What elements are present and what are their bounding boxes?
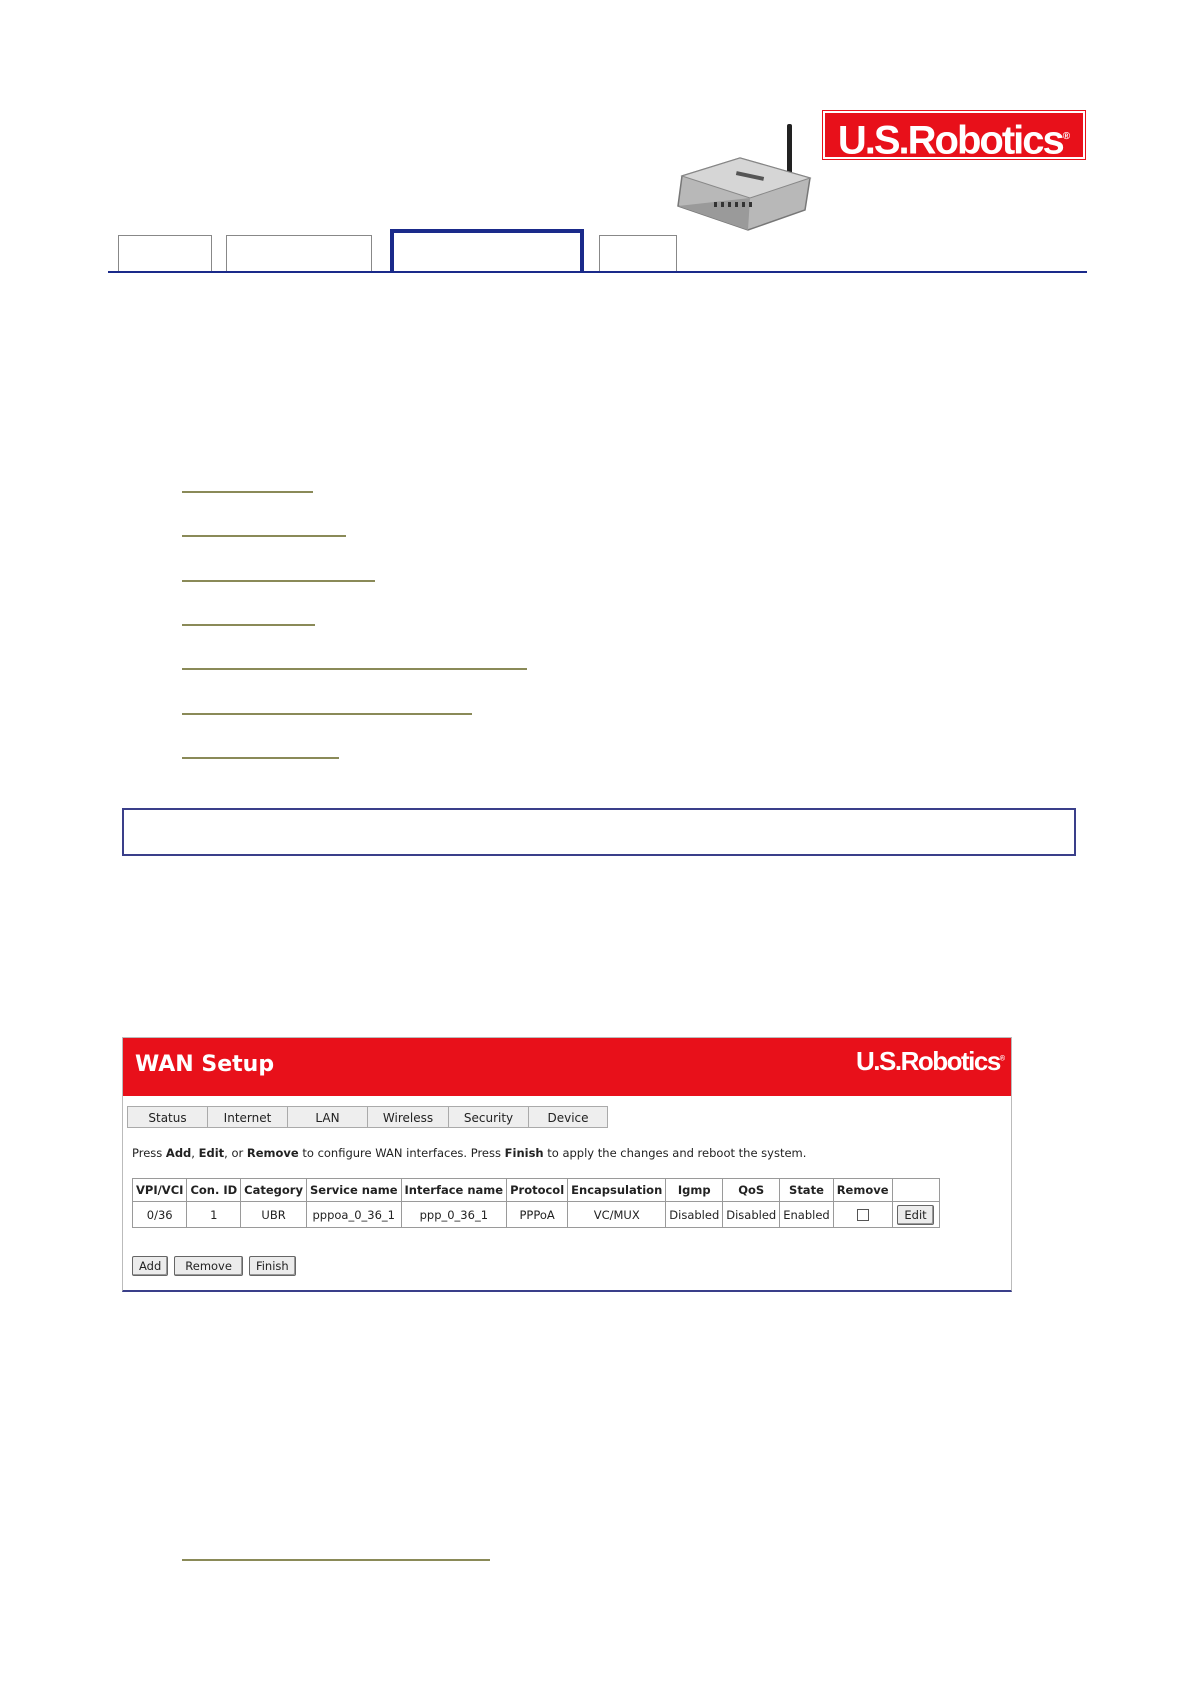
wan-page-title: WAN Setup (135, 1052, 275, 1077)
wan-interfaces-table (132, 1178, 940, 1228)
col-interface-name: Interface name (401, 1179, 507, 1202)
tab-1[interactable] (118, 235, 212, 271)
tab-baseline (108, 271, 1087, 273)
doc-link-3[interactable] (182, 580, 375, 582)
wan-nav-tabs (127, 1106, 608, 1128)
instr-add: Add (165, 1146, 192, 1160)
cell-state: Enabled (780, 1202, 833, 1228)
cell-igmp: Disabled (666, 1202, 723, 1228)
table-row (133, 1202, 940, 1228)
col-igmp: Igmp (666, 1179, 723, 1202)
registered-mark: ® (1062, 131, 1071, 142)
note-box (122, 808, 1076, 856)
wan-logo-text: U.S.Robotics (856, 1046, 1000, 1076)
tab-internet[interactable]: Internet (207, 1106, 287, 1128)
remove-button[interactable]: Remove (174, 1256, 243, 1276)
col-edit (892, 1179, 939, 1202)
instr-text: to configure WAN interfaces. Press (298, 1146, 505, 1160)
col-protocol: Protocol (507, 1179, 568, 1202)
cell-category: UBR (241, 1202, 307, 1228)
finish-button[interactable]: Finish (249, 1256, 296, 1276)
cell-service-name: pppoa_0_36_1 (306, 1202, 401, 1228)
cell-protocol: PPPoA (507, 1202, 568, 1228)
doc-link-2[interactable] (182, 535, 346, 537)
tab-security[interactable]: Security (448, 1106, 528, 1128)
tab-wireless[interactable]: Wireless (367, 1106, 448, 1128)
tab-lan[interactable]: LAN (287, 1106, 367, 1128)
add-button[interactable]: Add (132, 1256, 168, 1276)
instr-remove: Remove (246, 1146, 299, 1160)
cell-qos: Disabled (723, 1202, 780, 1228)
logo-text: U.S.Robotics (837, 118, 1063, 163)
cell-encapsulation: VC/MUX (568, 1202, 666, 1228)
table-header-row (133, 1179, 940, 1202)
instr-text: Press (132, 1146, 166, 1160)
col-vpi-vci: VPI/VCI (133, 1179, 187, 1202)
tab-3-active[interactable] (390, 229, 584, 273)
col-con-id: Con. ID (187, 1179, 241, 1202)
cell-edit (892, 1202, 939, 1228)
doc-link-4[interactable] (182, 624, 315, 626)
tab-device[interactable]: Device (528, 1106, 608, 1128)
cell-con-id: 1 (187, 1202, 241, 1228)
wan-logo (856, 1046, 1005, 1077)
instr-edit: Edit (198, 1146, 225, 1160)
col-qos: QoS (723, 1179, 780, 1202)
instr-text: , or (224, 1146, 247, 1160)
doc-link-7[interactable] (182, 757, 339, 759)
cell-remove (833, 1202, 892, 1228)
edit-button[interactable]: Edit (897, 1205, 933, 1225)
doc-link-6[interactable] (182, 713, 472, 715)
col-encapsulation: Encapsulation (568, 1179, 666, 1202)
wan-banner (123, 1038, 1011, 1096)
tab-4[interactable] (599, 235, 677, 271)
router-illustration (670, 118, 820, 236)
doc-link-1[interactable] (182, 491, 313, 493)
doc-link-5[interactable] (182, 668, 527, 670)
col-category: Category (241, 1179, 307, 1202)
doc-link-bottom[interactable] (182, 1559, 490, 1561)
col-remove: Remove (833, 1179, 892, 1202)
tab-2[interactable] (226, 235, 372, 271)
cell-vpi-vci: 0/36 (133, 1202, 187, 1228)
cell-interface-name: ppp_0_36_1 (401, 1202, 507, 1228)
instr-finish: Finish (504, 1146, 544, 1160)
col-state: State (780, 1179, 833, 1202)
instr-text: , (191, 1146, 199, 1160)
wan-actions (132, 1256, 296, 1276)
tab-status[interactable]: Status (127, 1106, 207, 1128)
instr-text: to apply the changes and reboot the system. (543, 1146, 807, 1160)
wan-logo-mark: ® (999, 1055, 1005, 1063)
remove-checkbox[interactable] (857, 1209, 869, 1221)
wan-instructions (132, 1146, 806, 1160)
col-service-name: Service name (306, 1179, 401, 1202)
wan-setup-screenshot (122, 1037, 1012, 1292)
usrobotics-logo (823, 111, 1085, 163)
